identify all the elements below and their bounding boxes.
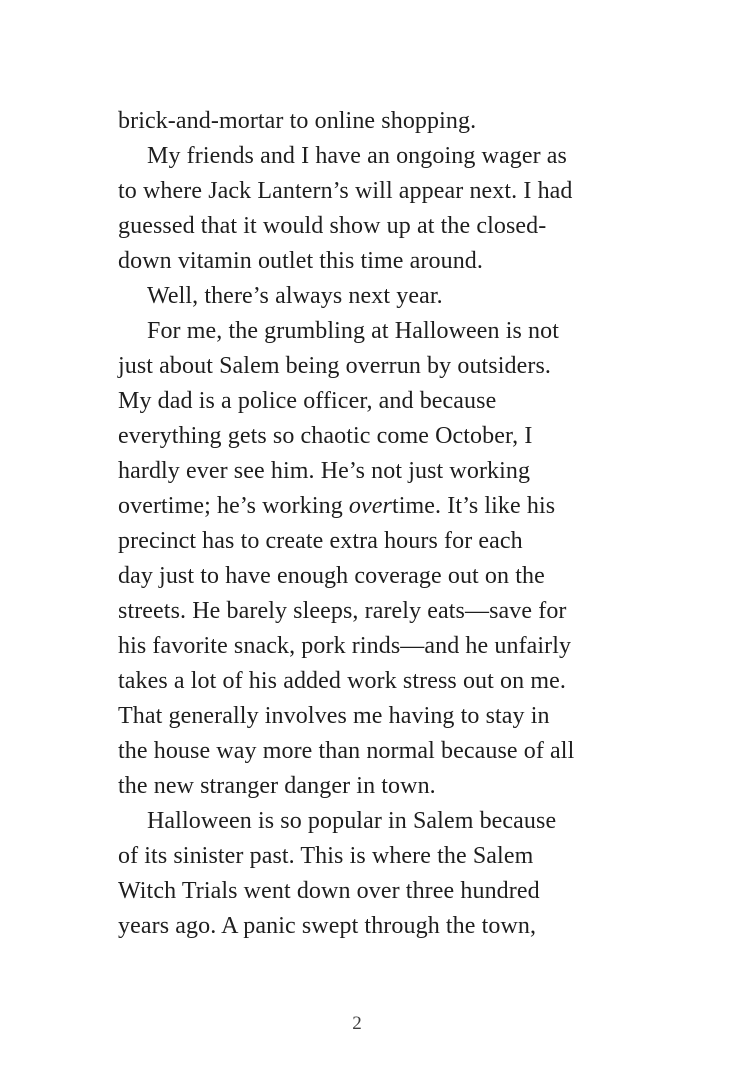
text-run: guessed that it would show up at the closed- xyxy=(118,213,547,239)
text-line xyxy=(118,314,598,349)
text-line xyxy=(118,489,598,524)
text-line xyxy=(118,524,598,559)
text-run: precinct has to create extra hours for each xyxy=(118,528,523,554)
text-run: to where Jack Lantern’s will appear next. I had xyxy=(118,178,573,204)
text-line xyxy=(118,664,598,699)
text-line xyxy=(118,839,598,874)
text-line xyxy=(118,244,598,279)
text-line xyxy=(118,874,598,909)
text-run: just about Salem being overrun by outsiders. xyxy=(118,353,552,379)
text-run: My friends and I have an ongoing wager as xyxy=(147,143,567,169)
text-line xyxy=(118,174,598,209)
text-run: Halloween is so popular in Salem because xyxy=(147,808,557,834)
text-run: Well, there’s always next year. xyxy=(147,283,443,309)
text-run: That generally involves me having to stay in xyxy=(118,703,550,729)
text-run: For me, the grumbling at Halloween is not xyxy=(147,318,560,344)
text-run: My dad is a police officer, and because xyxy=(118,388,497,414)
text-run: everything gets so chaotic come October, I xyxy=(118,423,533,449)
text-block xyxy=(118,104,598,944)
text-line xyxy=(118,139,598,174)
text-run: overtime; he’s working xyxy=(118,493,349,519)
text-run: years ago. A panic swept through the town, xyxy=(118,913,537,939)
text-run: hardly ever see him. He’s not just working xyxy=(118,458,531,484)
text-run: day just to have enough coverage out on the xyxy=(118,563,545,589)
text-run: the new stranger danger in town. xyxy=(118,773,436,799)
text-line xyxy=(118,734,598,769)
text-run: Witch Trials went down over three hundred xyxy=(118,878,540,904)
text-run: takes a lot of his added work stress out on me. xyxy=(118,668,566,694)
text-line xyxy=(118,384,598,419)
text-line xyxy=(118,419,598,454)
text-line xyxy=(118,209,598,244)
text-line xyxy=(118,699,598,734)
text-run: time. It’s like his xyxy=(391,493,556,519)
text-run: brick-and-mortar to online shopping. xyxy=(118,108,477,134)
text-line xyxy=(118,454,598,489)
text-line xyxy=(118,769,598,804)
text-line xyxy=(118,629,598,664)
text-run: his favorite snack, pork rinds—and he unfairly xyxy=(118,633,572,659)
text-line xyxy=(118,594,598,629)
text-run: the house way more than normal because of all xyxy=(118,738,575,764)
text-run: of its sinister past. This is where the Salem xyxy=(118,843,534,869)
text-line xyxy=(118,349,598,384)
text-line xyxy=(118,909,598,944)
text-line xyxy=(118,804,598,839)
text-line xyxy=(118,104,598,139)
text-run: streets. He barely sleeps, rarely eats—save for xyxy=(118,598,567,624)
text-line xyxy=(118,559,598,594)
page-number: 2 xyxy=(352,1013,362,1034)
italic-run: over xyxy=(348,493,392,519)
text-run: down vitamin outlet this time around. xyxy=(118,248,483,274)
text-line xyxy=(118,279,598,314)
